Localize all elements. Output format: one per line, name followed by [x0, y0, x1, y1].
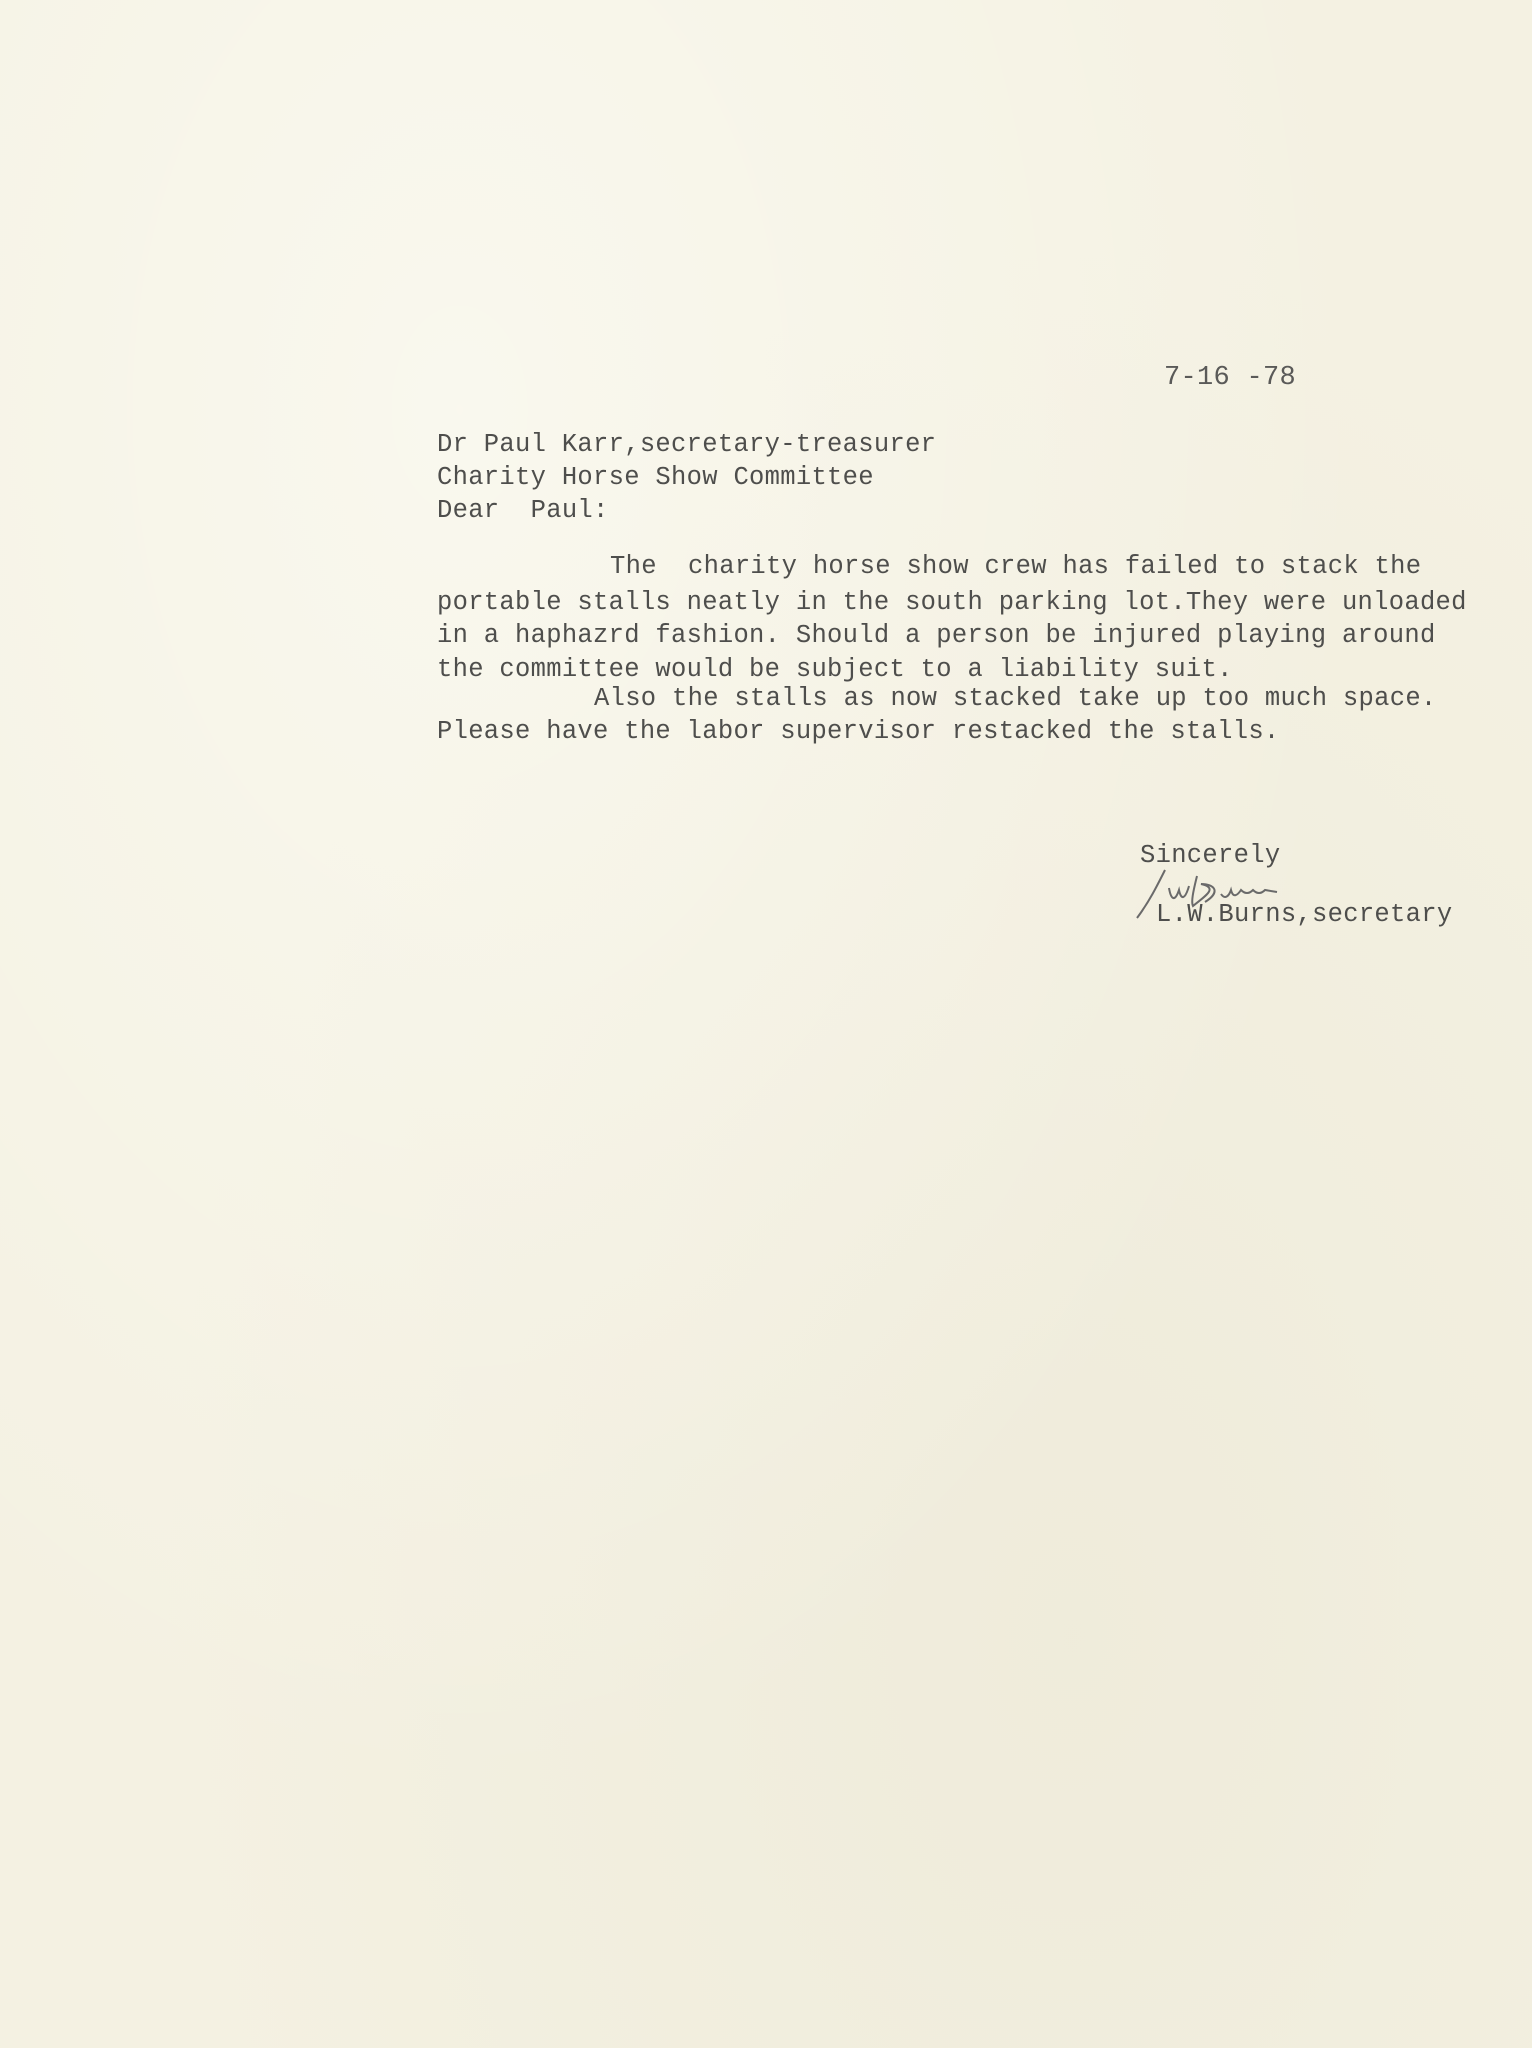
- body-line: portable stalls neatly in the south parking lot.They were unloaded: [437, 588, 1467, 617]
- body-line: Also the stalls as now stacked take up too much space.: [594, 684, 1437, 713]
- body-line: the committee would be subject to a liability suit.: [437, 655, 1233, 684]
- letter-date: 7-16 -78: [1164, 363, 1297, 393]
- body-line: The charity horse show crew has failed to stack the: [610, 552, 1422, 581]
- closing: Sincerely: [1140, 841, 1281, 870]
- signer-name: L.W.Burns,secretary: [1156, 900, 1453, 929]
- salutation: Dear Paul:: [437, 496, 609, 525]
- recipient-organization: Charity Horse Show Committee: [437, 463, 874, 492]
- body-line: Please have the labor supervisor restacked the stalls.: [437, 717, 1280, 746]
- body-line: in a haphazrd fashion. Should a person be injured playing around: [437, 621, 1436, 650]
- recipient-name: Dr Paul Karr,secretary-treasurer: [437, 430, 937, 459]
